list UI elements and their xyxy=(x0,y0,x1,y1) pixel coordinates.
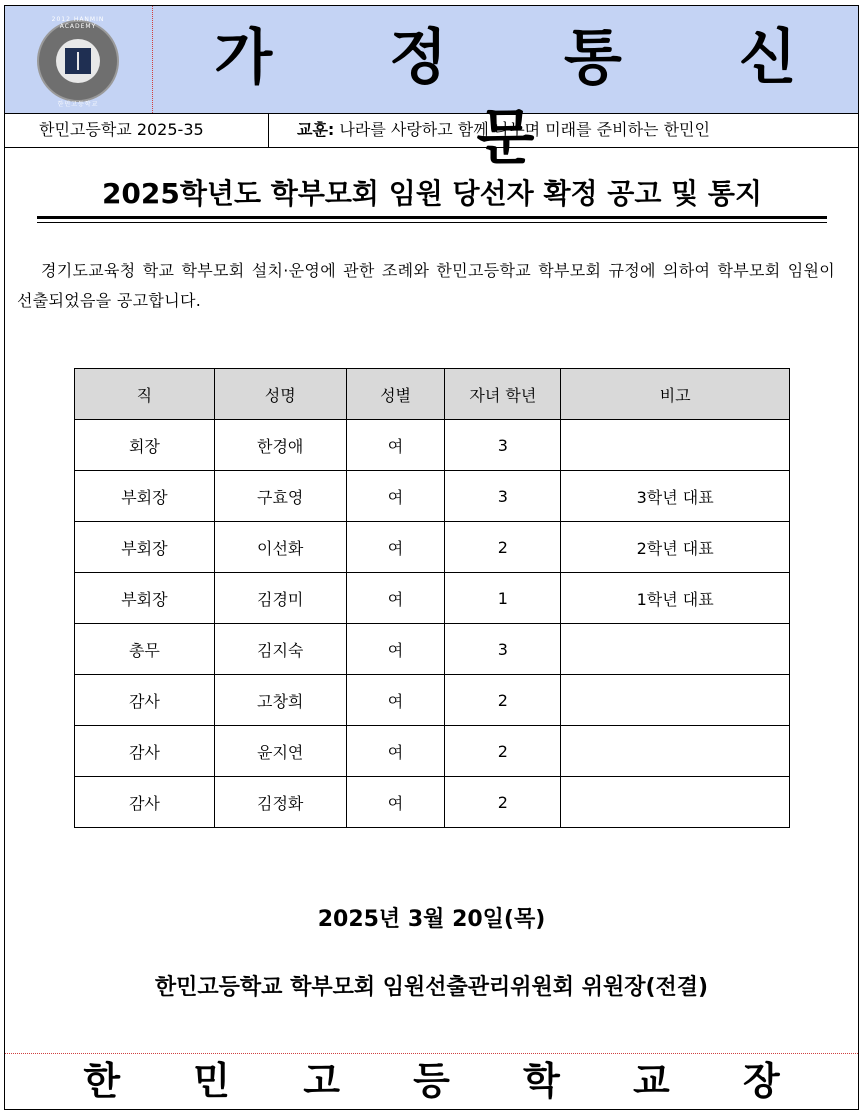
table-row xyxy=(75,573,790,624)
school-emblem-icon xyxy=(37,16,119,108)
table-header-row xyxy=(75,369,790,420)
cell-position: 총무 xyxy=(75,624,215,675)
cell-position: 부회장 xyxy=(75,573,215,624)
cell-gender: 여 xyxy=(346,573,445,624)
cell-grade: 3 xyxy=(445,471,561,522)
cell-name: 김정화 xyxy=(214,777,346,828)
cell-remarks xyxy=(561,420,790,471)
header-child-grade: 자녀 학년 xyxy=(445,369,561,420)
cell-remarks: 3학년 대표 xyxy=(561,471,790,522)
cell-name: 이선화 xyxy=(214,522,346,573)
logo-area xyxy=(5,6,153,113)
document-title: 2025학년도 학부모회 임원 당선자 확정 공고 및 통지 xyxy=(37,174,827,219)
school-motto xyxy=(269,113,858,147)
cell-grade: 3 xyxy=(445,624,561,675)
cell-position: 감사 xyxy=(75,675,215,726)
table-row xyxy=(75,420,790,471)
cell-position: 감사 xyxy=(75,777,215,828)
cell-grade: 2 xyxy=(445,675,561,726)
emblem-top-text: 2012 HANMIN ACADEMY xyxy=(51,16,105,30)
header-remarks: 비고 xyxy=(561,369,790,420)
cell-name: 고창희 xyxy=(214,675,346,726)
cell-remarks: 1학년 대표 xyxy=(561,573,790,624)
table-row xyxy=(75,726,790,777)
header-gender: 성별 xyxy=(346,369,445,420)
table-row xyxy=(75,675,790,726)
motto-text: 나라를 사랑하고 함께 나누며 미래를 준비하는 한민인 xyxy=(339,120,710,139)
newsletter-title: 가 정 통 신 문 xyxy=(214,23,845,173)
cell-gender: 여 xyxy=(346,675,445,726)
table-row xyxy=(75,471,790,522)
header-name: 성명 xyxy=(214,369,346,420)
cell-position: 부회장 xyxy=(75,522,215,573)
cell-grade: 3 xyxy=(445,420,561,471)
cell-grade: 2 xyxy=(445,726,561,777)
cell-grade: 2 xyxy=(445,777,561,828)
cell-name: 김경미 xyxy=(214,573,346,624)
subheader xyxy=(5,113,858,148)
cell-remarks: 2학년 대표 xyxy=(561,522,790,573)
committee-signature: 한민고등학교 학부모회 임원선출관리위원회 위원장(전결) xyxy=(154,975,709,1000)
table-row xyxy=(75,522,790,573)
footer-divider xyxy=(5,1053,858,1054)
cell-position: 회장 xyxy=(75,420,215,471)
issue-number: 한민고등학교 2025-35 xyxy=(5,113,269,147)
announcement-date: 2025년 3월 20일(목) xyxy=(317,907,546,932)
emblem-bottom-text: 한민고등학교 xyxy=(57,101,99,108)
cell-gender: 여 xyxy=(346,777,445,828)
document-page xyxy=(4,5,859,1110)
cell-gender: 여 xyxy=(346,726,445,777)
cell-name: 김지숙 xyxy=(214,624,346,675)
cell-gender: 여 xyxy=(346,420,445,471)
cell-gender: 여 xyxy=(346,624,445,675)
cell-grade: 1 xyxy=(445,573,561,624)
motto-label: 교훈: xyxy=(297,120,335,139)
principal-signature: 한 민 고 등 학 교 장 xyxy=(83,1059,810,1103)
cell-name: 구효영 xyxy=(214,471,346,522)
table-row xyxy=(75,624,790,675)
cell-remarks xyxy=(561,675,790,726)
intro-paragraph: 경기도교육청 학교 학부모회 설치·운영에 관한 조례와 한민고등학교 학부모회 규정에 의하여 학부모회 임원이 선출되었음을 공고합니다. xyxy=(17,261,835,310)
cell-gender: 여 xyxy=(346,522,445,573)
cell-remarks xyxy=(561,726,790,777)
table-row xyxy=(75,777,790,828)
cell-name: 한경애 xyxy=(214,420,346,471)
cell-name: 윤지연 xyxy=(214,726,346,777)
cell-remarks xyxy=(561,624,790,675)
cell-grade: 2 xyxy=(445,522,561,573)
cell-gender: 여 xyxy=(346,471,445,522)
cell-position: 부회장 xyxy=(75,471,215,522)
cell-position: 감사 xyxy=(75,726,215,777)
header-position: 직 xyxy=(75,369,215,420)
officers-table xyxy=(74,368,790,828)
cell-remarks xyxy=(561,777,790,828)
